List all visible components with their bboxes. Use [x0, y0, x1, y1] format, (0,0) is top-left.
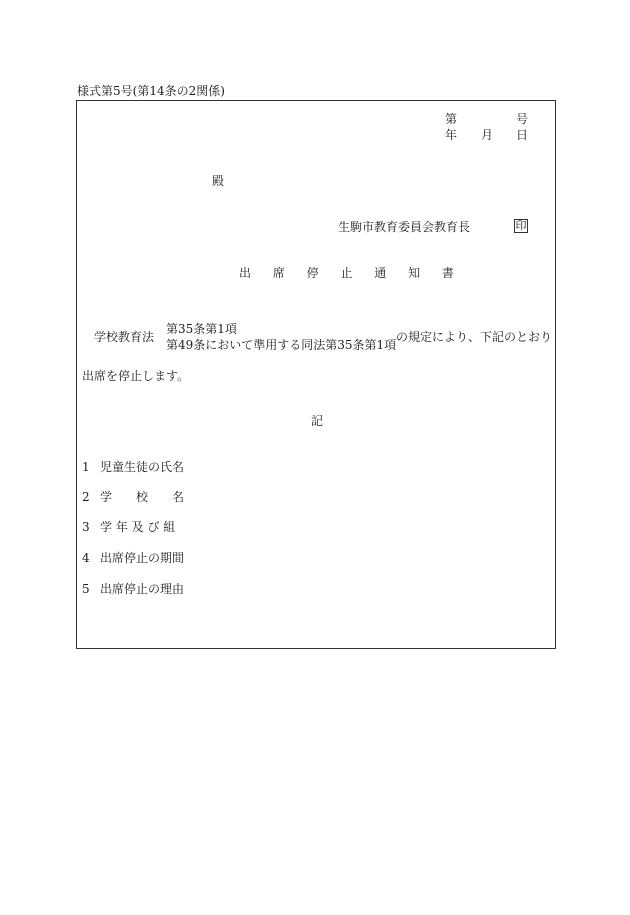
date-day: 日: [516, 128, 529, 142]
item-number: 4: [82, 551, 90, 565]
number-suffix: 号: [516, 112, 529, 126]
seal-box: 印: [515, 219, 527, 232]
form-label: 様式第5号(第14条の2関係): [77, 84, 225, 98]
document-title: 出 席 停 止 通 知 書: [239, 266, 463, 280]
article-option-1: 第35条第1項: [166, 322, 237, 336]
date-month: 月: [481, 128, 494, 142]
date-year: 年: [445, 128, 458, 142]
item-label-suspension-period: 出席停止の期間: [100, 551, 185, 565]
item-number: 2: [82, 490, 90, 504]
item-number: 1: [82, 460, 90, 474]
item-number: 5: [82, 582, 90, 596]
body-text-line2: 出席を停止します。: [82, 369, 190, 383]
item-label-school-name: 学 校 名: [100, 490, 185, 504]
ki-heading: 記: [311, 414, 324, 428]
article-option-2: 第49条において準用する同法第35条第1項: [166, 338, 397, 352]
item-label-student-name: 児童生徒の氏名: [100, 460, 185, 474]
law-name: 学校教育法: [94, 330, 155, 344]
item-number: 3: [82, 520, 90, 534]
addressee-suffix: 殿: [212, 174, 225, 188]
item-label-suspension-reason: 出席停止の理由: [100, 582, 185, 596]
item-label-grade-class: 学 年 及 び 組: [100, 520, 176, 534]
body-text-tail: の規定により、下記のとおり: [396, 330, 553, 344]
issuer-name: 生駒市教育委員会教育長: [338, 220, 471, 234]
number-prefix: 第: [445, 112, 458, 126]
